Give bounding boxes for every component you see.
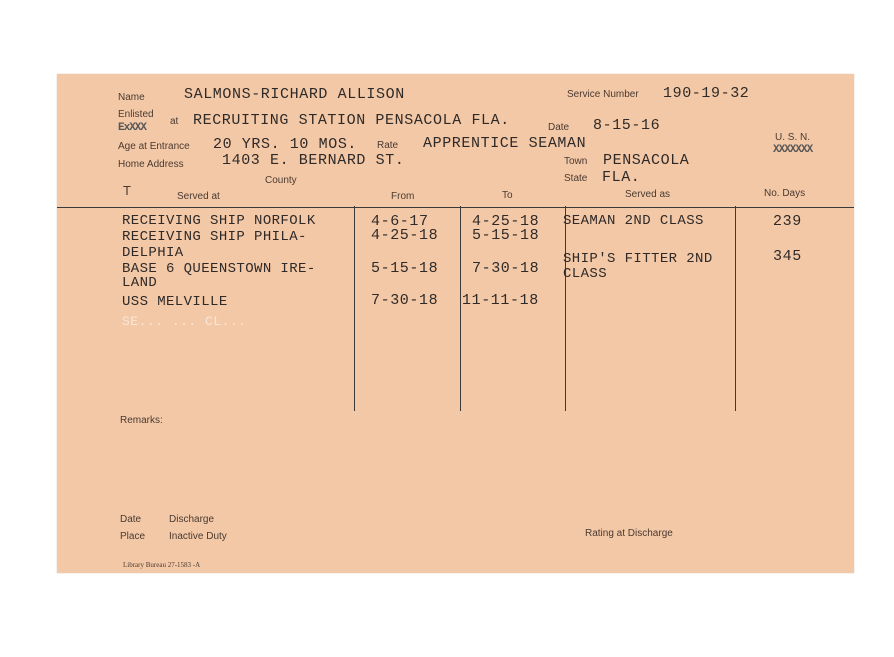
- service-record-card: [57, 74, 854, 573]
- served-as-header: Served as: [625, 189, 671, 200]
- served-at-cell: USS MELVILLE: [122, 294, 228, 310]
- to-cell: 4-25-18: [472, 213, 540, 230]
- home-address-label: Home Address: [118, 159, 184, 170]
- usn-label: U. S. N.: [775, 132, 811, 143]
- county-label: County: [265, 175, 297, 186]
- date-label: Date: [548, 122, 570, 133]
- to-cell: 11-11-18: [462, 292, 539, 309]
- at-label: at: [170, 116, 179, 127]
- state-value: FLA.: [602, 169, 641, 186]
- served-as-cell: SHIP'S FITTER 2ND: [563, 251, 713, 267]
- service-number-label: Service Number: [567, 89, 639, 100]
- age-label: Age at Entrance: [118, 141, 190, 152]
- town-label: Town: [564, 156, 588, 167]
- service-number-value: 190-19-32: [663, 85, 750, 102]
- served-at-cell-continued: DELPHIA: [122, 245, 184, 261]
- column-divider: [735, 206, 736, 411]
- to-cell: 5-15-18: [472, 227, 540, 244]
- printer-imprint: Library Bureau 27-1583 -A: [123, 561, 201, 569]
- enrolled-struck-text: ExXXX: [118, 122, 147, 134]
- served-as-cell-continued: CLASS: [563, 266, 608, 282]
- to-cell: 7-30-18: [472, 260, 540, 277]
- rating-at-discharge-label: Rating at Discharge: [585, 528, 673, 539]
- rate-label: Rate: [377, 140, 399, 151]
- t-label: T: [123, 183, 131, 198]
- no-days-header: No. Days: [764, 188, 806, 199]
- date-value: 8-15-16: [593, 117, 661, 134]
- days-cell: 239: [773, 213, 802, 230]
- discharge-label: Discharge: [169, 514, 215, 525]
- name-value: SALMONS-RICHARD ALLISON: [184, 86, 405, 103]
- from-cell: 4-25-18: [371, 227, 439, 244]
- place-label: Place: [120, 531, 146, 542]
- served-as-cell: SEAMAN 2ND CLASS: [563, 213, 704, 229]
- served-at-cell-continued: LAND: [122, 275, 158, 291]
- from-cell: 5-15-18: [371, 260, 439, 277]
- usn-struck-text: XXXXXXX: [773, 144, 813, 156]
- age-value: 20 YRS. 10 MOS.: [213, 136, 358, 153]
- from-header: From: [391, 191, 415, 202]
- inactive-duty-label: Inactive Duty: [169, 531, 227, 542]
- served-at-cell: BASE 6 QUEENSTOWN IRE-: [122, 261, 316, 277]
- name-label: Name: [118, 92, 145, 103]
- served-at-cell: RECEIVING SHIP NORFOLK: [122, 213, 316, 229]
- served-at-cell: RECEIVING SHIP PHILA-: [122, 229, 307, 245]
- served-at-header: Served at: [177, 191, 220, 202]
- date-discharge-label: Date: [120, 514, 142, 525]
- town-value: PENSACOLA: [603, 152, 690, 169]
- column-divider: [460, 206, 461, 411]
- faint-entry: SE... ... CL...: [122, 314, 247, 329]
- state-label: State: [564, 173, 588, 184]
- to-header: To: [502, 190, 513, 201]
- from-cell: 7-30-18: [371, 292, 439, 309]
- remarks-label: Remarks:: [120, 415, 163, 426]
- home-address-value: 1403 E. BERNARD ST.: [222, 152, 405, 169]
- rate-value: APPRENTICE SEAMAN: [423, 135, 587, 152]
- days-cell: 345: [773, 248, 802, 265]
- column-divider: [565, 206, 566, 411]
- enlisted-label: Enlisted: [118, 109, 154, 120]
- from-cell: 4-6-17: [371, 213, 429, 230]
- column-divider: [354, 206, 355, 411]
- enlisted-at-value: RECRUITING STATION PENSACOLA FLA.: [193, 112, 510, 129]
